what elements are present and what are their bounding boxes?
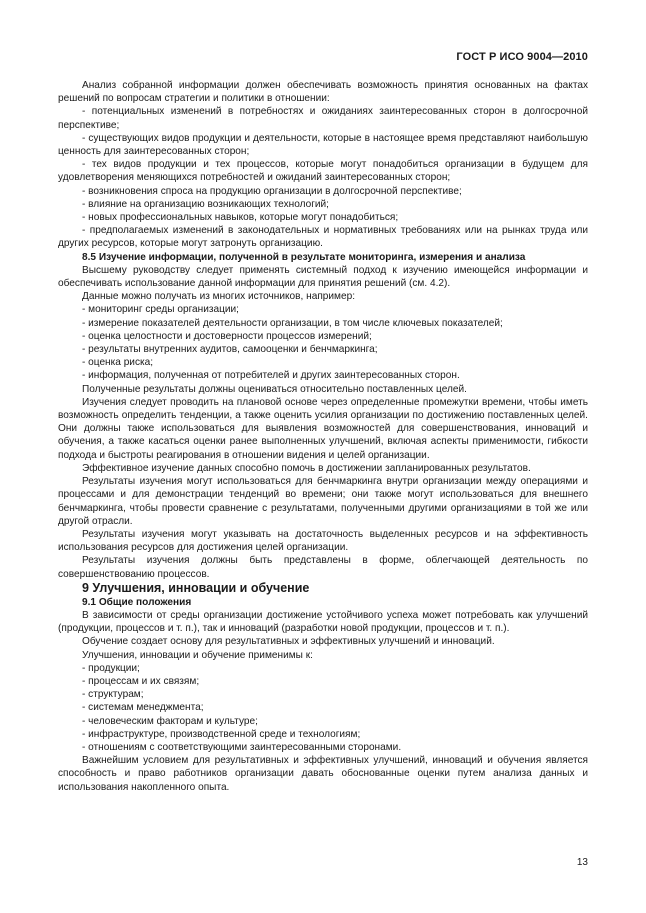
paragraph: Результаты изучения могут указывать на достаточность выделенных ресурсов и на эффективность использования ресурсов для достижения целей организации.	[58, 528, 588, 554]
paragraph: Эффективное изучение данных способно помочь в достижении запланированных результатов.	[82, 462, 531, 474]
paragraph: Важнейшим условием для результативных и эффективных улучшений, инноваций и обучения является способность и право работников организации давать обоснованные оценки путем анализа данных и использования накопленного опыта.	[58, 755, 588, 793]
page-number: 13	[576, 857, 588, 868]
page-body	[58, 79, 588, 794]
list-item: - информация, полученная от потребителей и других заинтересованных сторон.	[82, 370, 460, 382]
list-item: - структурам;	[82, 689, 144, 701]
list-item: - оценка риска;	[82, 357, 154, 369]
paragraph: Улучшения, инновации и обучение применимы к:	[82, 649, 313, 661]
paragraph: Данные можно получать из многих источников, например:	[82, 291, 356, 303]
list-item: - тех видов продукции и тех процессов, которые могут понадобиться организации в будущем для удовлетворения меняющихся потребностей и ожиданий заинтересованных сторон;	[58, 159, 588, 184]
list-item: - оценка целостности и достоверности процессов измерений;	[82, 330, 372, 342]
paragraph: Полученные результаты должны оцениваться относительно поставленных целей.	[82, 383, 467, 395]
list-item: - продукции;	[82, 662, 140, 674]
list-item: - потенциальных изменений в потребностях и ожиданиях заинтересованных сторон в долгосрочной перспективе;	[58, 106, 588, 131]
list-item: - измерение показателей деятельности организации, в том числе ключевых показателей;	[82, 317, 503, 329]
list-item: - процессам и их связям;	[82, 675, 200, 687]
list-item: - предполагаемых изменений в законодательных и нормативных требованиях или на рынках труда или других ресурсов, которые могут затронуть организацию.	[58, 225, 588, 250]
list-item: - влияние на организацию возникающих технологий;	[82, 198, 329, 210]
list-item: - новых профессиональных навыков, которые могут понадобиться;	[82, 212, 399, 224]
list-item: - человеческим факторам и культуре;	[82, 715, 258, 727]
list-item: - результаты внутренних аудитов, самооценки и бенчмаркинга;	[82, 344, 378, 356]
paragraph: Результаты изучения должны быть представлены в форме, облегчающей деятельность по совершенствованию процессов.	[58, 555, 588, 580]
list-item: - системам менеджмента;	[82, 702, 204, 714]
list-item: - существующих видов продукции и деятельности, которые в настоящее время представляют наибольшую ценность для заинтересованных сторон;	[58, 132, 588, 158]
subsection-heading-9-1: 9.1 Общие положения	[82, 596, 192, 608]
paragraph: Анализ собранной информации должен обеспечивать возможность принятия основанных на фактах решений по вопросам стратегии и политики в отношении:	[58, 80, 588, 105]
paragraph: Изучения следует проводить на плановой основе через определенные промежутки времени, чтобы иметь возможность определить тенденции, а также оценить усилия организации по достижению поставленных целей. Они должны также использоваться для выявления возможностей для совершенствования, инноваций и обучения, а также касаться оценки ранее выполненных улучшений, включая аспекты применимости, гибкости подхода и быстроты реагирования в отношении видения и целей организации.	[58, 396, 588, 461]
list-item: - возникновения спроса на продукцию организации в долгосрочной перспективе;	[82, 185, 462, 197]
list-item: - инфраструктуре, производственной среде и технологиям;	[82, 728, 361, 740]
paragraph: Высшему руководству следует применять системный подход к изучению имеющейся информации и обеспечивать использование данной информации для принятия решений (см. 4.2).	[58, 264, 588, 290]
paragraph: Обучение создает основу для результативных и эффективных улучшений и инноваций.	[82, 636, 495, 648]
list-item: - отношениям с соответствующими заинтересованными сторонами.	[82, 741, 402, 753]
list-item: - мониторинг среды организации;	[82, 304, 239, 316]
subsection-heading-8-5: 8.5 Изучение информации, полученной в результате мониторинга, измерения и анализа	[82, 251, 526, 263]
document-id-header: ГОСТ Р ИСО 9004—2010	[456, 51, 588, 63]
paragraph: Результаты изучения могут использоваться для бенчмаркинга внутри организации между операциями и процессами и для демонстрации тенденций во времени; они также могут использоваться для внешнего бенчмаркинга, чтобы провести сравнение с результатами, полученными другими организациями в той же или другой отрасли.	[58, 476, 588, 527]
paragraph: В зависимости от среды организации достижение устойчивого успеха может потребовать как улучшений (продукции, процессов и т. п.), так и инноваций (разработки новой продукции, процессов и т. п.).	[58, 609, 588, 635]
section-heading-9: 9 Улучшения, инновации и обучение	[82, 580, 310, 595]
